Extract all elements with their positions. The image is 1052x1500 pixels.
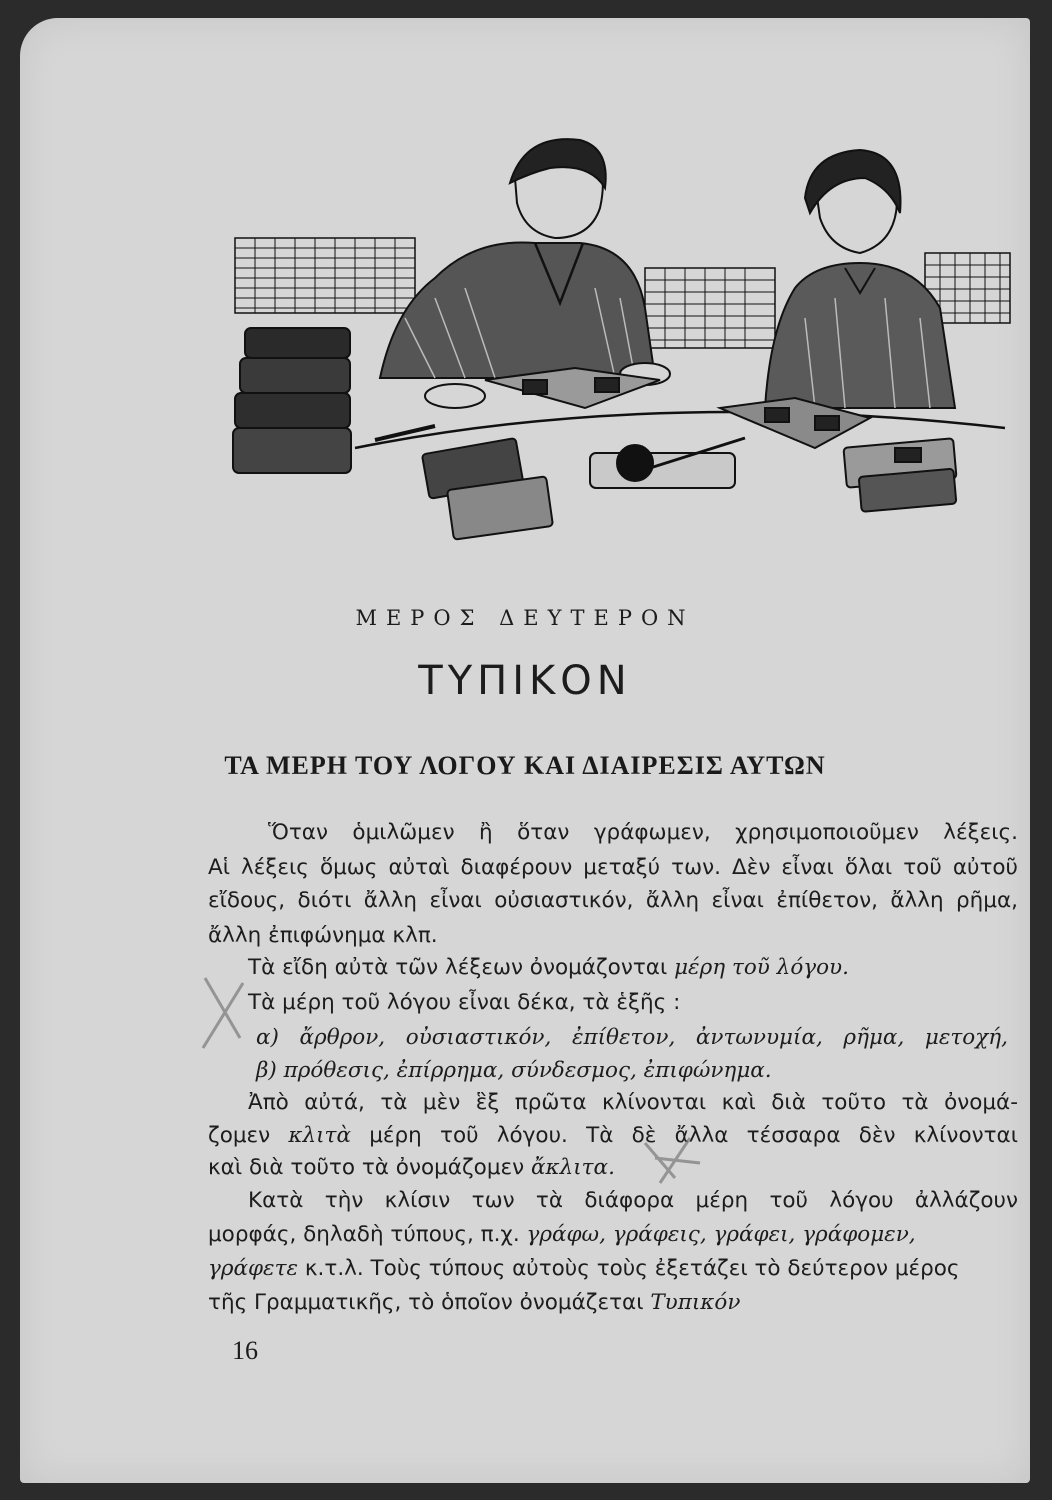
text-run: μέρη τοῦ λόγου. Τὰ δὲ ἄλλα τέσσαρα δὲν κλίνονται: [350, 1123, 1018, 1148]
paragraph-line: εἴδους, διότι ἄλλη εἶναι οὐσιαστικόν, ἄλλη εἶναι ἐπίθετον, ἄλλη ρῆμα,: [208, 888, 1018, 913]
paragraph-line: ἄλλη ἐπιφώνημα κλπ.: [208, 923, 438, 948]
list-item: β) πρόθεσις, ἐπίρρημα, σύνδεσμος, ἐπιφώνημα.: [256, 1058, 772, 1083]
italic-term: Τυπικόν: [650, 1290, 741, 1315]
inkwell-tray: [590, 438, 745, 488]
closed-books-right: [843, 438, 956, 512]
paragraph-line: Ὅταν ὁμιλῶμεν ἢ ὅταν γράφωμεν, χρησιμοποιοῦμεν λέξεις.: [268, 820, 1018, 845]
text-run: ζομεν: [208, 1123, 289, 1148]
book-page: [20, 18, 1030, 1483]
paragraph-line: Τὰ μέρη τοῦ λόγου εἶναι δέκα, τὰ ἑξῆς :: [248, 990, 681, 1015]
text-run: κ.τ.λ. Τοὺς τύπους αὐτοὺς τοὺς ἐξετάζει τὸ δεύτερον μέρος: [298, 1256, 960, 1281]
boy-figure: [380, 139, 670, 408]
closed-books-center: [422, 438, 553, 540]
section-title: ΤΥΠΙΚΟΝ: [418, 658, 632, 704]
paragraph-line: [208, 953, 998, 983]
girl-figure: [765, 150, 955, 408]
page-number: 16: [232, 1336, 258, 1365]
chapter-title: ΤΑ ΜΕΡΗ ΤΟΥ ΛΟΓΟΥ ΚΑΙ ΔΙΑΙΡΕΣΙΣ ΑΥΤΩΝ: [224, 751, 826, 780]
italic-term: γράφετε: [208, 1256, 299, 1281]
text-run: Τὰ εἴδη αὐτὰ τῶν λέξεων ὀνομάζονται: [248, 955, 675, 980]
text-run: καὶ διὰ τοῦτο τὰ ὀνομάζομεν: [208, 1155, 531, 1180]
part-label: ΜΕΡΟΣ ΔΕΥΤΕΡΟΝ: [355, 606, 695, 630]
paragraph-line: [208, 1153, 998, 1183]
text-run: τῆς Γραμματικῆς, τὸ ὁποῖον ὀνομάζεται: [208, 1290, 651, 1315]
italic-term: ἄκλιτα.: [530, 1155, 615, 1180]
pencil-check-mark-icon: [635, 1128, 705, 1188]
paragraph-line: [208, 1288, 998, 1318]
list-item: α) ἄρθρον, οὐσιαστικόν, ἐπίθετον, ἀντωνυμία, ρῆμα, μετοχή,: [256, 1025, 1008, 1050]
italic-term: γράφω, γράφεις, γράφει, γράφομεν,: [526, 1222, 916, 1247]
paragraph-line: Αἱ λέξεις ὅμως αὐταὶ διαφέρουν μεταξύ των. Δὲν εἶναι ὅλαι τοῦ αὐτοῦ: [208, 855, 1018, 880]
italic-term: κλιτὰ: [288, 1123, 351, 1148]
pencil-x-mark-icon: [195, 968, 255, 1058]
paragraph-line: Κατὰ τὴν κλίσιν των τὰ διάφορα μέρη τοῦ λόγου ἀλλάζουν: [248, 1188, 1018, 1213]
paragraph-line: Ἀπὸ αὐτά, τὰ μὲν ἓξ πρῶτα κλίνονται καὶ διὰ τοῦτο τὰ ὀνομά-: [248, 1090, 1018, 1115]
italic-term: μέρη τοῦ λόγου.: [674, 955, 849, 980]
text-run: μορφάς, δηλαδὴ τύπους, π.χ.: [208, 1222, 527, 1247]
paragraph-line: [208, 1220, 1018, 1250]
paragraph-line: [208, 1121, 1018, 1151]
paragraph-line: [208, 1254, 1018, 1284]
illustration-students-studying: [205, 118, 1015, 548]
book-stack: [233, 328, 351, 473]
